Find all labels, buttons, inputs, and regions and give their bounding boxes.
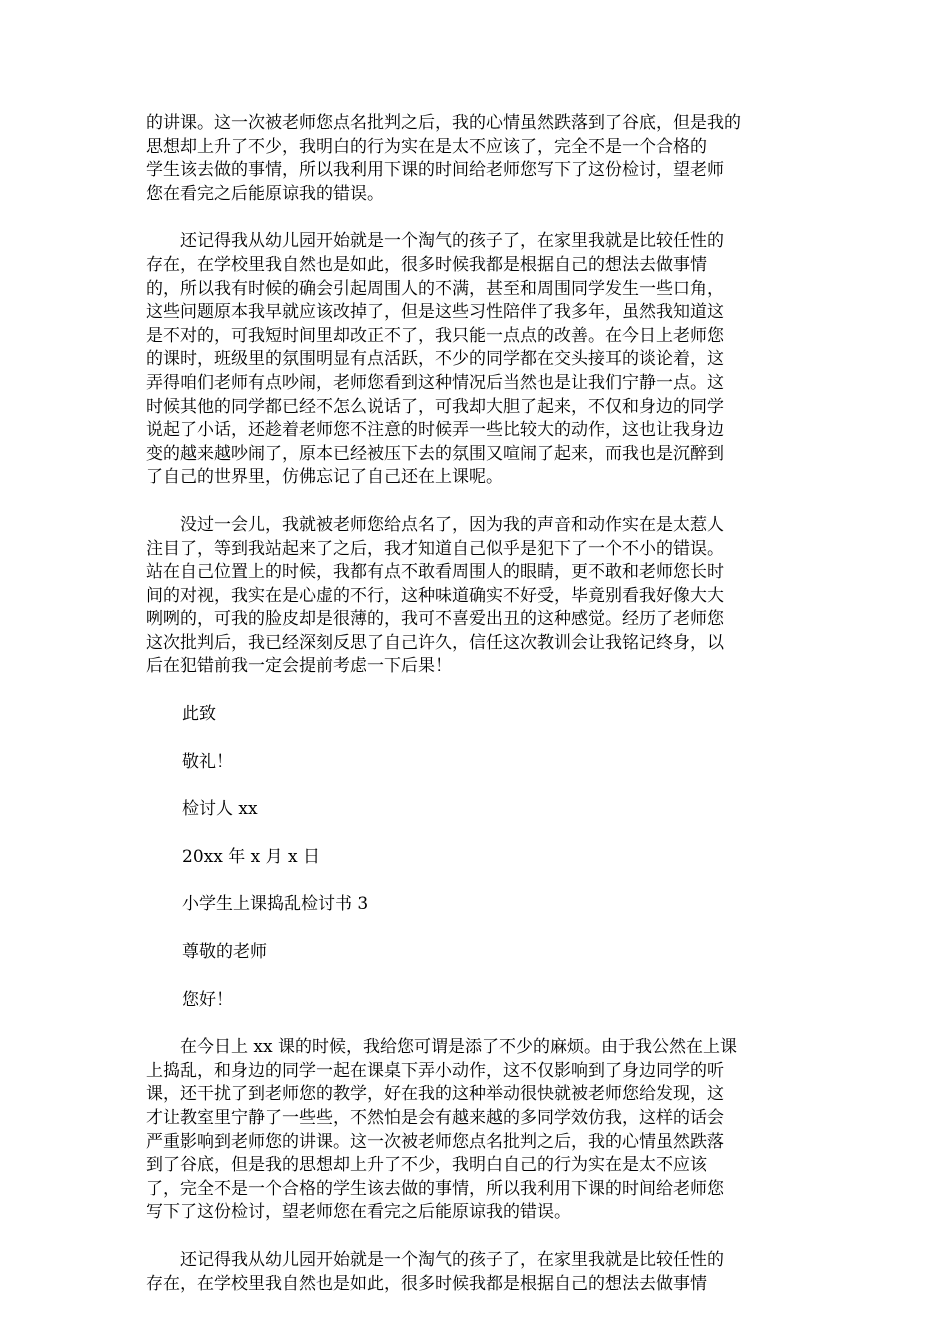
paragraph-gap xyxy=(146,965,806,989)
paragraph-gap xyxy=(146,490,806,514)
closing-ci-zhi: 此致 xyxy=(182,704,216,725)
paragraph-gap xyxy=(146,869,806,893)
paragraph-1: 的讲课。这一次被老师您点名批判之后，我的心情虽然跌落到了谷底，但是我的 思想却上升了不少，我明白的行为实在是太不应该了，完全不是一个合格的 学生该去做的事情，所以我利用下课的时间给老师您写下了这份检讨，望老师 您在看完之后能原谅我的错误。 xyxy=(146,113,741,204)
paragraph-gap xyxy=(146,679,806,703)
paragraph-gap xyxy=(146,917,806,941)
paragraph-gap xyxy=(146,822,806,846)
section-title: 小学生上课捣乱检讨书 3 xyxy=(182,894,369,915)
document-page xyxy=(146,112,806,1296)
paragraph-gap xyxy=(146,1012,806,1036)
paragraph-5: 还记得我从幼儿园开始就是一个淘气的孩子了，在家里我就是比较任性的 存在，在学校里我自然也是如此，很多时候我都是根据自己的想法去做事情 xyxy=(146,1249,724,1294)
closing-jing-li: 敬礼！ xyxy=(182,751,233,772)
paragraph-4: 在今日上 xx 课的时候，我给您可谓是添了不少的麻烦。由于我公然在上课 上捣乱，和身边的同学一起在课桌下弄小动作，这不仅影响到了身边同学的听 课，还干扰了到老师您的教学，好在我的这种举动很快就被老师您给发现，这 才让教室里宁静了一些些，不然怕是会有越来越的多同学效仿我，这样的话会 严重影响到老师您的讲课。这一次被老师您点名批判之后，我的心情虽然跌落 到了谷底，但是我的思想却上升了不少，我明白自己的行为实在是太不应该 了，完全不是一个合格的学生该去做的事情，所以我利用下课的时间给老师您 写下了这份检讨，望老师您在看完之后能原谅我的错误。 xyxy=(146,1037,737,1223)
date-line: 20xx 年 x 月 x 日 xyxy=(182,846,321,867)
salutation: 尊敬的老师 xyxy=(182,942,267,963)
paragraph-gap xyxy=(146,774,806,798)
paragraph-gap xyxy=(146,727,806,751)
paragraph-gap xyxy=(146,206,806,230)
paragraph-gap xyxy=(146,1225,806,1249)
paragraph-3: 没过一会儿，我就被老师您给点名了，因为我的声音和动作实在是太惹人 注目了，等到我站起来了之后，我才知道自己似乎是犯下了一个不小的错误。 站在自己位置上的时候，我都有点不敢看周围人的眼睛，更不敢和老师您长时 间的对视，我实在是心虚的不行，这种味道确实不好受，毕竟别看我好像大大 咧咧的，可我的脸皮却是很薄的，我可不喜爱出丑的这种感觉。经历了老师您 这次批判后，我已经深刻反思了自己许久，信任这次教训会让我铭记终身，以 后在犯错前我一定会提前考虑一下后果！ xyxy=(146,514,724,677)
signer-line: 检讨人 xx xyxy=(182,799,258,820)
greeting: 您好！ xyxy=(182,989,233,1010)
paragraph-2: 还记得我从幼儿园开始就是一个淘气的孩子了，在家里我就是比较任性的 存在，在学校里我自然也是如此，很多时候我都是根据自己的想法去做事情 的，所以我有时候的确会引起周围人的不满，甚至和周围同学发生一些口角， 这些问题原本我早就应该改掉了，但是这些习性陪伴了我多年，虽然我知道这 是不对的，可我短时间里却改正不了，我只能一点点的改善。在今日上老师您 的课时，班级里的氛围明显有点活跃，不少的同学都在交头接耳的谈论着，这 弄得咱们老师有点吵闹，老师您看到这种情况后当然也是让我们宁静一点。这 时候其他的同学都已经不怎么说话了，可我却大胆了起来，不仅和身边的同学 说起了小话，还趁着老师您不注意的时候弄一些比较大的动作，这也让我身边 变的越来越吵闹了，原本已经被压下去的氛围又喧闹了起来，而我也是沉醉到 了自己的世界里，仿佛忘记了自己还在上课呢。 xyxy=(146,231,724,488)
